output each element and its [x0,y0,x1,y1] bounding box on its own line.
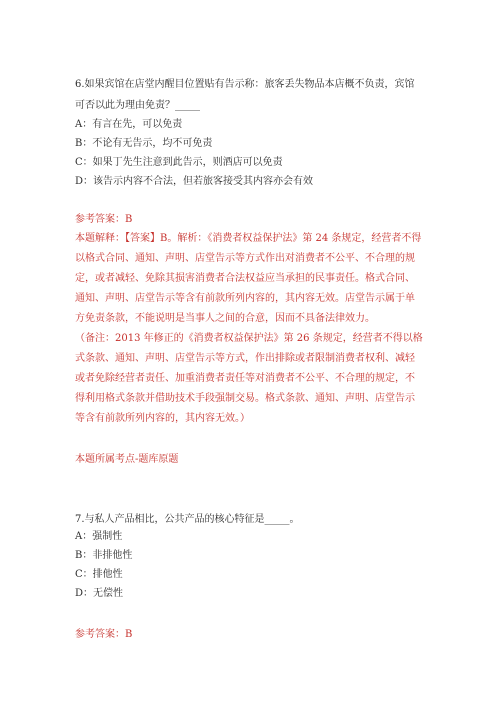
question-7-options [75,527,435,603]
option-d: D：无偿性 [75,588,124,599]
topic-text: 本题所属考点-题库原题 [75,454,179,465]
option-a: A：有言在先，可以免责 [75,119,183,130]
question-6 [75,74,435,116]
analysis-line: 以格式合同、通知、声明、店堂告示等方式作出对消费者不公平、不合理的规 [75,253,415,264]
analysis-line: 等含有前款所列内容的，其内容无效。） [75,413,250,424]
question-6-topic [75,451,435,469]
answer-text: 参考答案：B [75,629,133,640]
question-7-answer [75,626,435,644]
option-a: A：强制性 [75,531,123,542]
analysis-line: 式条款、通知、声明、店堂告示等方式，作出排除或者限制消费者权利、减轻 [75,353,415,364]
analysis-line: 得利用格式条款并借助技术手段强制交易。格式条款、通知、声明、店堂告示 [75,393,415,404]
option-c: C：排他性 [75,569,123,580]
answer-text: 参考答案：B [75,214,133,225]
question-6-options [75,115,435,191]
option-c: C：如果丁先生注意到此告示，则酒店可以免责 [75,157,283,168]
analysis-line: 方免责条款，不能说明是当事人之间的合意，因而不具备法律效力。 [75,313,375,324]
question-6-answer [75,211,435,229]
option-d: D：该告示内容不合法，但若旅客接受其内容亦会有效 [75,176,314,187]
analysis-line: （备注：2013 年修正的《消费者权益保护法》第 26 条规定，经营者不得以格 [75,333,423,344]
question-6-stem-line-1: 6.如果宾馆在店堂内醒目位置贴有告示称：旅客丢失物品本店概不负责，宾馆 [75,79,415,90]
analysis-line: 本题解释：【答案】B。解析：《消费者权益保护法》第 24 条规定，经营者不得 [75,233,422,244]
analysis-line: 通知、声明、店堂告示等含有前款所列内容的，其内容无效。店堂告示属于单 [75,293,415,304]
question-7-stem: 7.与私人产品相比，公共产品的核心特征是_____。 [75,514,300,525]
option-b: B：非排他性 [75,550,133,561]
analysis-line: 或者免除经营者责任、加重消费者责任等对消费者不公平、不合理的规定，不 [75,373,415,384]
question-6-stem-line-2: 可否以此为理由免责？_____ [75,100,200,111]
option-b: B：不论有无告示，均不可免责 [75,138,213,149]
question-6-analysis [75,229,435,429]
analysis-line: 定，或者减轻、免除其损害消费者合法权益应当承担的民事责任。格式合同、 [75,273,415,284]
